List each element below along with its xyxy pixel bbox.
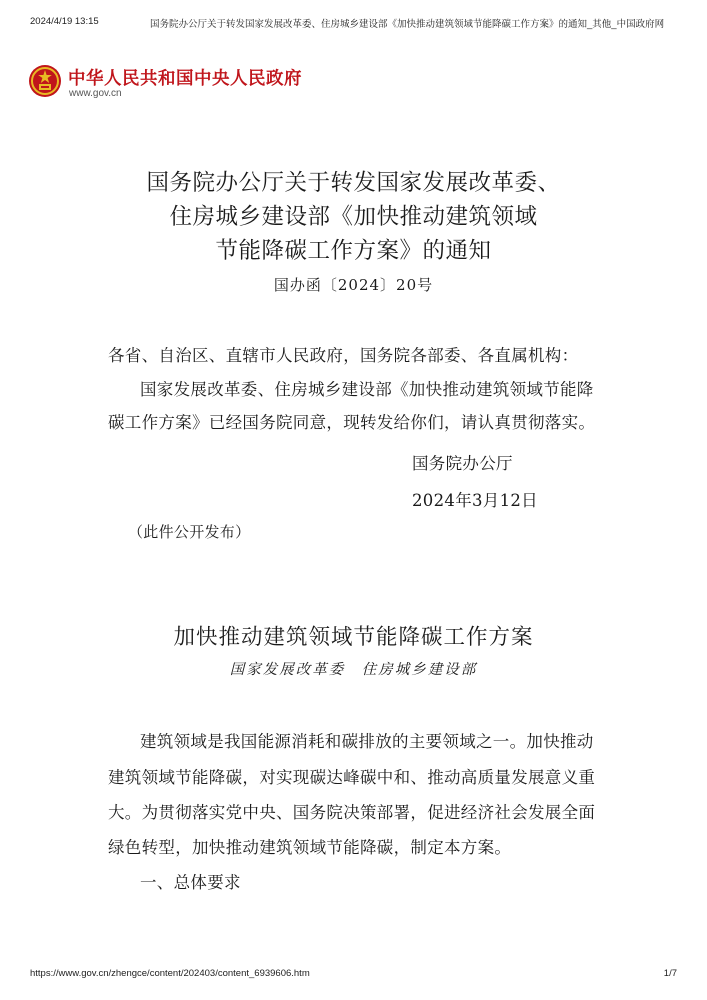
plan-intro-line: 建筑领域节能降碳，对实现碳达峰碳中和、推动高质量发展意义重	[108, 768, 596, 787]
plan-intro-line: 大。为贯彻落实党中央、国务院决策部署，促进经济社会发展全面	[108, 803, 596, 822]
notice-body-line: 碳工作方案》已经国务院同意，现转发给你们，请认真贯彻落实。	[108, 413, 596, 432]
print-footer-url[interactable]: https://www.gov.cn/zhengce/content/202403/content_6939606.htm	[30, 968, 310, 979]
notice-title-line: 住房城乡建设部《加快推动建筑领域	[169, 204, 538, 230]
plan-intro-line: 绿色转型，加快推动建筑领域节能降碳，制定本方案。	[108, 838, 512, 857]
print-page-title: 国务院办公厅关于转发国家发展改革委、住房城乡建设部《加快推动建筑领域节能降碳工作方案》的通知_其他_中国政府网	[150, 19, 665, 30]
notice-body-line: 国家发展改革委、住房城乡建设部《加快推动建筑领域节能降	[140, 380, 594, 399]
addressee: 各省、自治区、直辖市人民政府，国务院各部委、各直属机构：	[108, 346, 579, 365]
issue-date: 2024年3月12日	[412, 491, 538, 510]
section-heading: 一、总体要求	[140, 873, 241, 892]
site-logo-title[interactable]: 中华人民共和国中央人民政府	[68, 69, 302, 89]
notice-title-line: 节能降碳工作方案》的通知	[215, 238, 492, 264]
plan-intro-line: 建筑领域是我国能源消耗和碳排放的主要领域之一。加快推动	[140, 732, 594, 751]
print-page-number: 1/7	[663, 968, 677, 979]
document-number: 国办函〔2024〕20号	[273, 276, 434, 294]
plan-title: 加快推动建筑领域节能降碳工作方案	[173, 625, 534, 650]
plan-issuing-organizations: 国家发展改革委 住房城乡建设部	[229, 662, 478, 678]
notice-title-line: 国务院办公厅关于转发国家发展改革委、	[146, 170, 561, 196]
national-emblem-icon[interactable]	[28, 64, 62, 98]
signature: 国务院办公厅	[412, 454, 513, 473]
publication-note: （此件公开发布）	[128, 523, 251, 541]
site-logo-url: www.gov.cn	[69, 88, 122, 99]
print-datetime: 2024/4/19 13:15	[30, 16, 99, 27]
